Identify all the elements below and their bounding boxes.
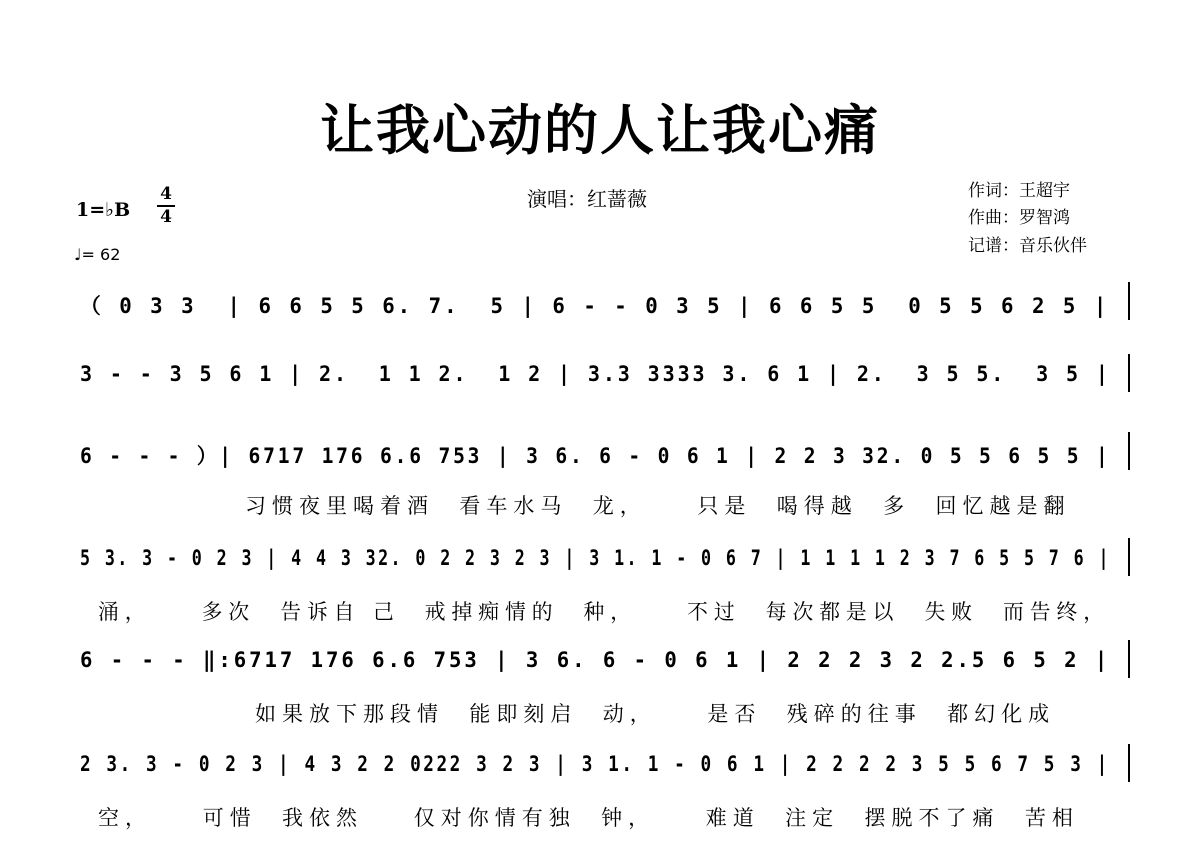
staff-line-3 (0, 440, 1200, 530)
singer-credit: 演唱：红蔷薇 (527, 187, 647, 211)
notes-line: 6 - - - ）| 6717 176 6.6 753 | 3 6. 6 - 0 6 1 | 2 2 3 32. 0 5 5 6 5 5 | (80, 444, 1111, 468)
staff-line-6 (0, 752, 1200, 842)
staff-line-4 (0, 546, 1200, 636)
barline (1128, 354, 1130, 392)
time-signature-top: 4 (160, 184, 172, 204)
lyricist-credit: 作词：王超宇 (968, 181, 1070, 201)
time-signature-bottom: 4 (160, 207, 172, 227)
barline (1128, 432, 1130, 470)
song-title: 让我心动的人让我心痛 (320, 98, 880, 162)
key-signature: 1=♭B (76, 199, 131, 221)
lyrics-line: 如果放下那段情 能即刻启 动， 是否 残碎的往事 都幻化成 (255, 702, 1056, 726)
barline (1128, 282, 1130, 320)
staff-line-2 (0, 362, 1200, 452)
barline (1128, 538, 1130, 576)
time-signature (156, 185, 176, 227)
staff-line-5 (0, 648, 1200, 738)
composer-credit: 作曲：罗智鸿 (968, 208, 1070, 228)
barline (1128, 744, 1130, 782)
notes-line: 5 3. 3 - 0 2 3 | 4 4 3 32. 0 2 2 3 2 3 | 3 1. 1 - 0 6 7 | 1 1 1 1 2 3 7 6 5 5 7 6 | (80, 546, 1111, 570)
notes-line: 2 3. 3 - 0 2 3 | 4 3 2 2 0222 3 2 3 | 3 1. 1 - 0 6 1 | 2 2 2 2 3 5 5 6 7 5 3 | (80, 752, 1110, 776)
notes-line: 3 - - 3 5 6 1 | 2. 1 1 2. 1 2 | 3.3 3333 3. 6 1 | 2. 3 5 5. 3 5 | (80, 362, 1111, 386)
barline (1128, 640, 1130, 678)
notes-line: （ 0 3 3 | 6 6 5 5 6. 7. 5 | 6 - - 0 3 5 | 6 6 5 5 0 5 5 6 2 5 | (80, 294, 1110, 318)
lyrics-line: 空， 可惜 我依然 仅对你情有独 钟， 难道 注定 摆脱不了痛 苦相 (98, 806, 1079, 830)
notes-line: 6 - - - ‖:6717 176 6.6 753 | 3 6. 6 - 0 6 1 | 2 2 2 3 2 2.5 6 5 2 | (80, 648, 1111, 672)
lyrics-line: 涌， 多次 告诉自 己 戒掉痴情的 种， 不过 每次都是以 失败 而告终， (98, 600, 1110, 624)
transcriber-credit: 记谱：音乐伙伴 (968, 236, 1087, 256)
tempo-marking: ♩= 62 (74, 245, 121, 264)
lyrics-line: 习惯夜里喝着酒 看车水马 龙， 只是 喝得越 多 回忆越是翻 (245, 494, 1071, 518)
